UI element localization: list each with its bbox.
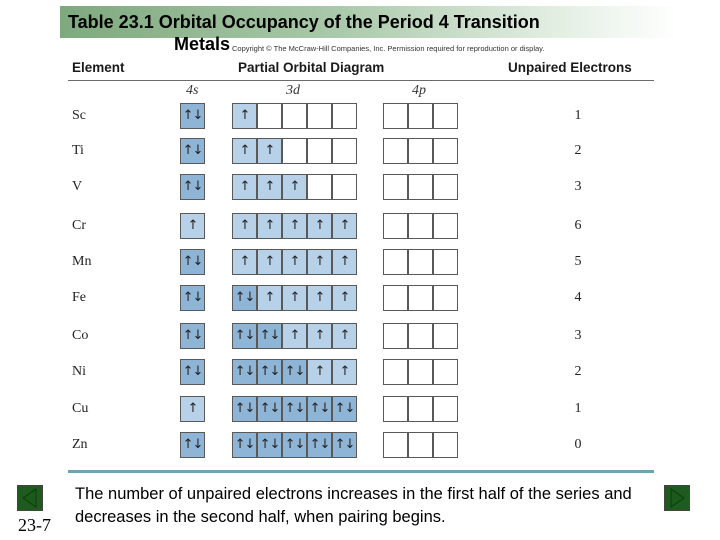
orbital-box-4p xyxy=(383,213,408,239)
orbital-box-4s: ↑↓ xyxy=(180,432,205,458)
orbital-box-3d: ↑ xyxy=(257,138,282,164)
orbital-box-4p xyxy=(408,359,433,385)
orbital-box-3d: ↑ xyxy=(232,103,257,129)
orbital-box-3d xyxy=(332,138,357,164)
table-row xyxy=(0,432,720,458)
table-row xyxy=(0,359,720,385)
subheader-4p: 4p xyxy=(412,83,426,98)
orbital-box-3d: ↑↓ xyxy=(232,432,257,458)
orbital-box-3d: ↑↓ xyxy=(257,396,282,422)
orbital-box-4p xyxy=(408,174,433,200)
orbital-box-4p xyxy=(408,249,433,275)
orbital-box-3d: ↑ xyxy=(307,359,332,385)
orbital-box-3d xyxy=(307,103,332,129)
orbital-box-4s: ↑↓ xyxy=(180,174,205,200)
orbital-box-4p xyxy=(433,396,458,422)
orbital-box-4p xyxy=(383,249,408,275)
orbital-box-4p xyxy=(383,285,408,311)
orbital-box-3d: ↑↓ xyxy=(282,396,307,422)
previous-slide-button[interactable] xyxy=(17,485,43,511)
orbital-box-3d: ↑↓ xyxy=(232,285,257,311)
triangle-left-icon xyxy=(18,486,42,510)
table-row xyxy=(0,174,720,200)
orbital-box-3d: ↑↓ xyxy=(332,432,357,458)
orbital-box-3d: ↑↓ xyxy=(257,359,282,385)
triangle-right-icon xyxy=(665,486,689,510)
unpaired-count: 1 xyxy=(574,108,582,123)
footer-rule xyxy=(68,470,654,473)
orbital-box-4p xyxy=(433,174,458,200)
orbital-box-3d: ↑↓ xyxy=(232,359,257,385)
element-symbol: Co xyxy=(72,328,89,343)
orbital-box-4p xyxy=(433,432,458,458)
unpaired-count: 2 xyxy=(574,143,582,158)
orbital-box-3d: ↑ xyxy=(282,174,307,200)
table-row xyxy=(0,323,720,349)
orbital-box-3d: ↑ xyxy=(307,323,332,349)
orbital-box-4p xyxy=(383,103,408,129)
orbital-box-4p xyxy=(433,138,458,164)
element-symbol: Cr xyxy=(72,218,86,233)
orbital-box-3d: ↑ xyxy=(232,174,257,200)
slide-number: 23-7 xyxy=(18,515,51,535)
orbital-box-3d xyxy=(332,103,357,129)
orbital-box-4p xyxy=(408,138,433,164)
element-symbol: Ni xyxy=(72,364,86,379)
orbital-box-3d: ↑ xyxy=(232,138,257,164)
orbital-box-4p xyxy=(408,213,433,239)
orbital-box-4p xyxy=(408,323,433,349)
table-row xyxy=(0,138,720,164)
orbital-box-3d: ↑↓ xyxy=(257,323,282,349)
orbital-box-4p xyxy=(433,249,458,275)
orbital-box-3d: ↑↓ xyxy=(307,396,332,422)
orbital-box-4s: ↑↓ xyxy=(180,285,205,311)
element-symbol: V xyxy=(72,179,83,194)
subheader-4s: 4s xyxy=(186,83,199,98)
orbital-box-4p xyxy=(433,323,458,349)
orbital-box-3d: ↑↓ xyxy=(282,432,307,458)
orbital-box-3d xyxy=(332,174,357,200)
element-symbol: Cu xyxy=(72,401,89,416)
copyright-notice: Copyright © The McCraw-Hill Companies, Inc. Permission required for reproduction or display. xyxy=(232,44,545,53)
table-row xyxy=(0,249,720,275)
orbital-box-3d: ↑ xyxy=(257,213,282,239)
orbital-box-4p xyxy=(383,138,408,164)
element-symbol: Fe xyxy=(72,290,86,305)
caption-text: The number of unpaired electrons increases in the first half of the series and decreases in the second half, when pairing begins. xyxy=(75,485,632,526)
orbital-box-3d: ↑ xyxy=(307,213,332,239)
orbital-box-4s: ↑↓ xyxy=(180,323,205,349)
orbital-box-4p xyxy=(408,285,433,311)
unpaired-count: 4 xyxy=(574,290,582,305)
unpaired-count: 5 xyxy=(574,254,582,269)
orbital-box-4p xyxy=(383,174,408,200)
orbital-box-3d: ↑ xyxy=(257,174,282,200)
orbital-box-4s: ↑↓ xyxy=(180,138,205,164)
table-row xyxy=(0,213,720,239)
orbital-box-3d xyxy=(307,138,332,164)
unpaired-count: 1 xyxy=(574,401,582,416)
orbital-box-4p xyxy=(383,359,408,385)
header-rule xyxy=(68,80,654,81)
orbital-box-3d: ↑ xyxy=(307,249,332,275)
orbital-box-3d: ↑ xyxy=(307,285,332,311)
table-row xyxy=(0,103,720,129)
subheader-3d: 3d xyxy=(286,83,300,98)
orbital-box-3d: ↑↓ xyxy=(257,432,282,458)
orbital-box-3d: ↑↓ xyxy=(307,432,332,458)
orbital-box-4s: ↑ xyxy=(180,213,205,239)
orbital-box-3d: ↑↓ xyxy=(332,396,357,422)
orbital-box-3d: ↑ xyxy=(282,249,307,275)
unpaired-count: 0 xyxy=(574,437,582,452)
orbital-box-4s: ↑↓ xyxy=(180,249,205,275)
orbital-box-4s: ↑↓ xyxy=(180,359,205,385)
orbital-box-3d xyxy=(307,174,332,200)
element-symbol: Mn xyxy=(72,254,92,269)
element-symbol: Zn xyxy=(72,437,88,452)
unpaired-count: 3 xyxy=(574,328,582,343)
table-row xyxy=(0,396,720,422)
orbital-box-3d: ↑↓ xyxy=(232,396,257,422)
orbital-box-3d: ↑ xyxy=(282,323,307,349)
orbital-box-3d: ↑↓ xyxy=(232,323,257,349)
orbital-box-3d: ↑ xyxy=(332,249,357,275)
header-unpaired: Unpaired Electrons xyxy=(508,60,632,75)
orbital-box-3d: ↑ xyxy=(332,213,357,239)
orbital-box-4s: ↑ xyxy=(180,396,205,422)
orbital-box-4p xyxy=(433,285,458,311)
orbital-box-3d: ↑ xyxy=(332,285,357,311)
next-slide-button[interactable] xyxy=(664,485,690,511)
unpaired-count: 6 xyxy=(574,218,582,233)
orbital-box-3d: ↑↓ xyxy=(282,359,307,385)
unpaired-count: 2 xyxy=(574,364,582,379)
orbital-box-3d: ↑ xyxy=(282,285,307,311)
orbital-box-3d: ↑ xyxy=(232,249,257,275)
orbital-box-4p xyxy=(383,323,408,349)
unpaired-count: 3 xyxy=(574,179,582,194)
orbital-box-3d: ↑ xyxy=(282,213,307,239)
orbital-box-4p xyxy=(408,103,433,129)
orbital-box-3d: ↑ xyxy=(257,249,282,275)
orbital-box-3d xyxy=(257,103,282,129)
orbital-box-3d: ↑ xyxy=(232,213,257,239)
orbital-box-4s: ↑↓ xyxy=(180,103,205,129)
orbital-box-4p xyxy=(433,213,458,239)
header-diagram: Partial Orbital Diagram xyxy=(238,60,385,75)
orbital-box-3d: ↑ xyxy=(257,285,282,311)
orbital-box-3d: ↑ xyxy=(332,323,357,349)
orbital-box-4p xyxy=(433,359,458,385)
orbital-box-3d: ↑ xyxy=(332,359,357,385)
orbital-box-4p xyxy=(408,396,433,422)
orbital-box-4p xyxy=(433,103,458,129)
table-row xyxy=(0,285,720,311)
element-symbol: Sc xyxy=(72,108,86,123)
title-line-1: Table 23.1 Orbital Occupancy of the Period 4 Transition xyxy=(68,12,540,32)
orbital-box-4p xyxy=(383,432,408,458)
orbital-box-3d xyxy=(282,138,307,164)
element-symbol: Ti xyxy=(72,143,84,158)
header-element: Element xyxy=(72,60,125,75)
orbital-box-4p xyxy=(383,396,408,422)
orbital-box-3d xyxy=(282,103,307,129)
orbital-box-4p xyxy=(408,432,433,458)
title-line-2: Metals xyxy=(174,34,231,54)
